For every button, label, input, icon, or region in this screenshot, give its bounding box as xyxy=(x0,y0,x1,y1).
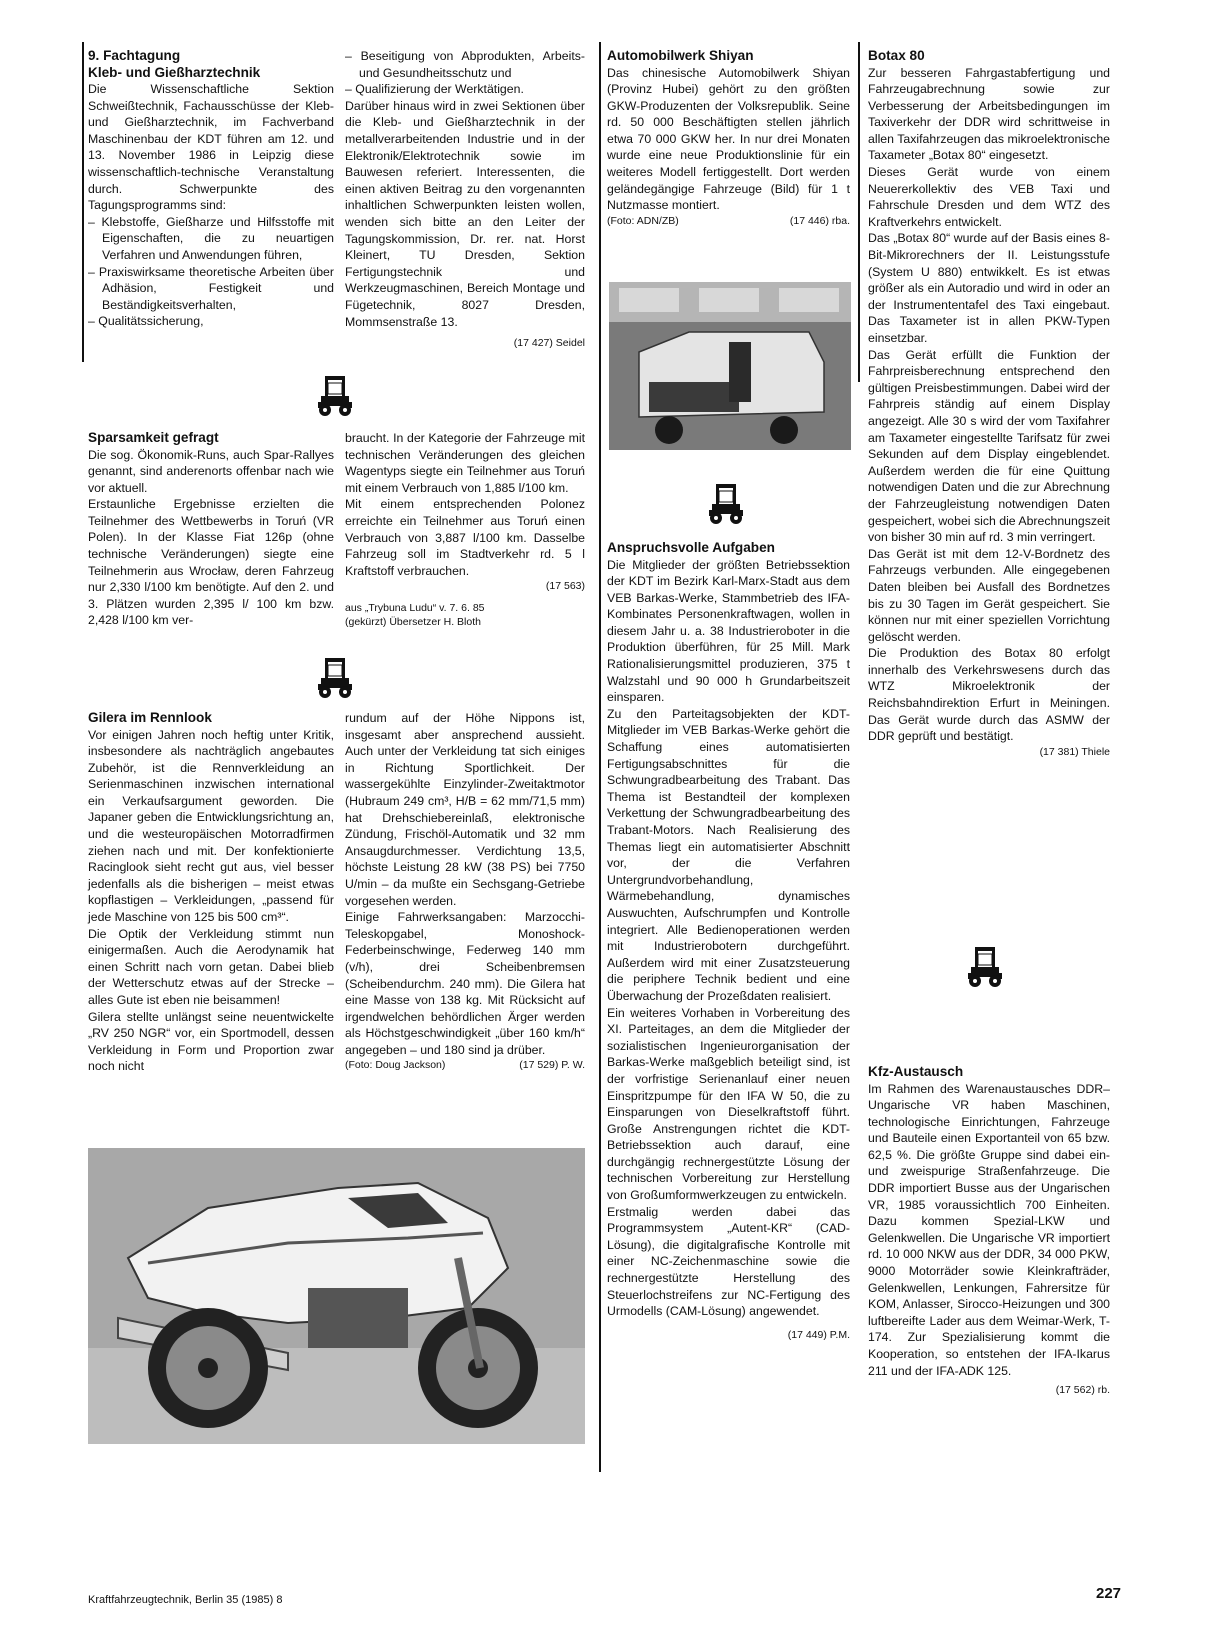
article-heading: 9. Fachtagung Kleb- und Gießharztechnik xyxy=(88,48,261,80)
article-sparsamkeit-col2 xyxy=(345,430,585,629)
topic-list xyxy=(345,48,585,98)
article-reference: (17 449) P.M. xyxy=(787,1328,850,1341)
article-heading: Kfz-Austausch xyxy=(868,1064,964,1079)
article-paragraph: Darüber hinaus wird in zwei Sektionen über die Kleb- und Gießharztechnik in der metallverarbeitenden Industrie und in der Elektronik/Elektrotechnik sowie im Bauwesen referiert. Interessenten, die einen aktiven Beitrag zu den vorgenannten inhaltlichen Schwerpunkten leisten wollen, wenden sich bitte an den Leiter der Tagungskommission, Dr. rer. nat. Horst Kleinert, TU Dresden, Sektion Fertigungstechnik und Werkzeugmaschinen, Bereich Montage und Fügetechnik, 8027 Dresden, Mommsenstraße 13. xyxy=(345,98,585,329)
article-heading: Automobilwerk Shiyan xyxy=(607,48,754,63)
article-reference: (17 446) rba. xyxy=(789,214,850,227)
article-shiyan xyxy=(607,48,850,228)
article-paragraph: Einige Fahrwerksangaben: Marzocchi-Teleskopgabel, Monoshock-Federbeinschwinge, Federweg 140 mm (v/h), drei Scheibenbremsen (Scheibendurchm. 240 mm). Die Gilera hat eine Masse von 138 kg. Mit Rücksicht auf irgendwelchen behördlichen Ärger werden als Höchstgeschwindigkeit „über 160 km/h“ angegeben – und 180 sind ja drüber. xyxy=(345,910,585,1057)
motorcycle-photo xyxy=(88,1148,585,1444)
article-paragraph: Ein weiteres Vorhaben in Vorbereitung des XI. Parteitages, an dem die Mitglieder der sozialistischen Ingenieurorganisation der Barkas-Werke maßgeblich beteiligt sind, ist der vorfristige Serienanlauf einer neuen Einspritzpumpe für den IFA W 50, die zu Einsparungen von Dieselkraftstoff führt. Große Anstrengungen richtet die KDT-Betriebssektion auch darauf, eine durchgängig rechnergestützte Lösung der technischen Vorbereitung zur Herstellung von Großumformwerkzeugen zu entwickeln. xyxy=(607,1005,850,1203)
article-paragraph: Das Gerät erfüllt die Funktion der Fahrpreisberechnung entsprechend den gültigen Preisbestimmungen. Dabei wird der Fahrpreis ständig auf einem Display angezeigt. Alle 30 s wird der vom Taxifahrer am Taxameter eingestellte Tarifsatz für zwei Sekunden auf dem Display eingeblendet. Außerdem werden die für eine Quittung notwendigen Daten und die zur Abrechnung der Fahrzeugleistung notwendigen Daten gespeichert, wobei sich die Abrechnungszeit von bisher 30 min auf rd. 3 min verringert. xyxy=(868,347,1110,545)
vintage-car-icon xyxy=(316,374,354,418)
vintage-car-icon xyxy=(707,482,745,526)
article-fachtagung-col1 xyxy=(88,48,334,330)
column-rule-center xyxy=(599,42,601,1472)
list-item: – Qualitätssicherung, xyxy=(88,313,334,330)
article-heading: Anspruchsvolle Aufgaben xyxy=(607,540,775,555)
column-rule-left xyxy=(82,42,84,362)
article-fachtagung-col2 xyxy=(345,48,585,350)
article-heading: Gilera im Rennlook xyxy=(88,710,212,725)
article-paragraph: Die sog. Ökonomik-Runs, auch Spar-Rallyes genannt, sind anderenorts offenbar nach wie vor aktuell. xyxy=(88,447,334,495)
article-paragraph: Zur besseren Fahrgastabfertigung und Fahrzeugabrechnung sowie zur Verbesserung der Arbeitsbedingungen im Taxiverkehr der DDR wird schrittweise in allen Taxifahrzeugen das mikroelektronische Taxameter „Botax 80“ eingesetzt. xyxy=(868,65,1110,163)
article-anspruchsvolle xyxy=(607,540,850,1342)
list-item: – Praxiswirksame theoretische Arbeiten über Adhäsion, Festigkeit und Beständigkeitsverhalten, xyxy=(88,264,334,314)
article-paragraph: Die Optik der Verkleidung stimmt nun einigermaßen. Auch die Aerodynamik hat einen Schritt nach vorn getan. Dabei blieb der Wetterschutz etwas auf der Strecke – alles Gute ist eben nie beisammen! xyxy=(88,926,334,1007)
article-botax xyxy=(868,48,1110,759)
photo-credit: (Foto: ADN/ZB) xyxy=(607,214,679,227)
article-heading: Sparsamkeit gefragt xyxy=(88,430,219,445)
motorcycle-illustration xyxy=(88,1148,585,1444)
article-paragraph: Vor einigen Jahren noch heftig unter Kritik, insbesondere als nachträglich angebautes Zubehör, ist die Rennverkleidung an Serienmaschinen inzwischen international ein Verkaufsargument geworden. Die Japaner geben die Entwicklungsrichtung an, und die westeuropäischen Motorradfirmen ziehen nach und mit. Der konfektionierte Racinglook sieht recht gut aus, viel besser jedenfalls als die bisherigen – meist etwas kopflastigen – Verkleidungen, „passend für jede Maschine von 125 bis 500 cm³“. xyxy=(88,727,334,925)
article-paragraph: Das Gerät ist mit dem 12-V-Bordnetz des Fahrzeugs verbunden. Alle eingegebenen Daten bleiben bei Ausfall des Bordnetzes bis zu 30 Tagen im Gerät gespeichert. Sie können nur mit einer speziellen Vorrichtung gelöscht werden. xyxy=(868,546,1110,644)
article-paragraph: Im Rahmen des Warenaustausches DDR–Ungarische VR haben Maschinen, technologische Einrichtungen, Fahrzeuge und Bauteile einen Exportanteil von 65 bzw. 62,5 %. Die größte Gruppe sind dabei ein- und zweispurige Straßenfahrzeuge. Die DDR importiert Busse aus der Ungarischen VR, 1985 voraussichtlich 700 Einheiten. Dazu kommen Spezial-LKW und Gelenkwellen. Die Ungarische VR importiert rd. 10 000 NKW aus der DDR, 34 000 PKW, 9000 Motorräder sowie Kleinkrafträder, Gelenkwellen, Lenkungen, Fahrersitze für KOM, Anlasser, Sirocco-Heizungen und 300 luftbereifte Lader aus dem Weimar-Werk, T-174. Zur Spezialisierung kommt die Kooperation, so entstehen der IFA-Ikarus 211 und der IFA-ADK 125. xyxy=(868,1081,1110,1378)
article-paragraph: Das „Botax 80“ wurde auf der Basis eines 8-Bit-Mikrorechners der II. Leistungsstufe (System U 880) entwikkelt. Es ist etwas größer als ein Autoradio und wird in oder an der Instrumententafel des Taxi eingebaut. Das Taxameter ist in allen PKW-Typen einsetzbar. xyxy=(868,231,1110,345)
list-item: – Beseitigung von Abprodukten, Arbeits- und Gesundheitsschutz und xyxy=(345,48,585,81)
article-reference: (17 529) P. W. xyxy=(519,1059,585,1072)
vintage-car-icon xyxy=(966,945,1004,989)
topic-list xyxy=(88,214,334,330)
article-paragraph: Mit einem entsprechenden Polonez erreichte ein Teilnehmer aus Toruń einen Verbrauch von 3,887 l/100 km. Dasselbe Fahrzeug soll im Stadtverkehr rd. 5 l Kraftstoff verbrauchen. xyxy=(345,497,585,578)
article-heading: Botax 80 xyxy=(868,48,925,63)
list-item: – Klebstoffe, Gießharze und Hilfsstoffe mit Eigenschaften, die zu neuartigen Verfahren und Anwendungen führen, xyxy=(88,214,334,264)
article-gilera-col2 xyxy=(345,710,585,1072)
article-paragraph: Dieses Gerät wurde von einem Neuererkollektiv des VEB Taxi und Fahrschule Dresden und dem WTZ des Kraftverkehrs entwickelt. xyxy=(868,165,1110,229)
list-item: – Qualifizierung der Werktätigen. xyxy=(345,81,585,98)
vintage-car-icon xyxy=(316,656,354,700)
page-number: 227 xyxy=(1096,1585,1122,1602)
article-paragraph: Erstaunliche Ergebnisse erzielten die Teilnehmer des Wettbewerbs in Toruń (VR Polen). In der Klasse Fiat 126p (ohne technische Veränderungen) siegte eine Teilnehmerin aus Wrocław, deren Fahrzeug nur 2,330 l/100 km benötigte. Auf den 2. und 3. Plätzen wurden 2,395 l/ 100 km bzw. 2,428 l/100 km ver- xyxy=(88,497,334,628)
article-paragraph: Die Wissenschaftliche Sektion Schweißtechnik, Fachausschüsse der Kleb- und Gießharztechnik, im Fachverband Maschinenbau der KDT führen am 12. und 13. November 1986 in Leipzig diese wissenschaftlich-technische Veranstaltung durch. Schwerpunkte des Tagungsprogramms sind: xyxy=(88,82,334,213)
article-paragraph: Die Produktion des Botax 80 erfolgt innerhalb des Verkehrswesens durch das WTZ Mikroelektronik der Reichsbahndirektion Erfurt in Meiningen. Das Gerät wurde durch das ASMW der DDR geprüft und bestätigt. xyxy=(868,646,1110,744)
source-note: aus „Trybuna Ludu“ v. 7. 6. 85 (gekürzt) Übersetzer H. Bloth xyxy=(345,602,485,629)
article-reference: (17 427) Seidel xyxy=(513,337,585,350)
article-reference: (17 381) Thiele xyxy=(1039,745,1110,758)
truck-assembly-photo xyxy=(609,282,851,450)
photo-caption xyxy=(607,214,850,228)
article-paragraph: Zu den Parteitagsobjekten der KDT-Mitglieder im VEB Barkas-Werke gehört die Schaffung eines automatisierten Fertigungsabschnittes für die Schwungradbearbeitung des Trabant. Das Thema ist Bestandteil der komplexen Verkettung der Schwungradbearbeitung des Trabant-Motors. Nach Realisierung des Themas liegt ein automatisierter Abschnitt vor, der die Verfahren Untergrundvorbehandlung, Wärmebehandlung, dynamisches Auswuchten, Aufschrumpfen und Kontrolle integriert. Alle Bedienoperationen werden mit Industrierobotern durchgeführt. Außerdem wird mit einer Zusatzsteuerung die periphere Technik bedient und eine Überwachung der Prozeßdaten realisiert. xyxy=(607,706,850,1003)
article-paragraph: rundum auf der Höhe Nippons ist, insgesamt aber ansprechend aussieht. Auch unter der Verkleidung tat sich einiges in Richtung Sportlichkeit. Der wassergekühlte Einzylinder-Zweitaktmotor (Hubraum 249 cm³, H/B = 62 mm/71,5 mm) hat Drehschiebereinlaß, elektronische Zündung, Frischöl-Automatik und 32 mm Ansaugdurchmesser. Verdichtung 13,5, höchste Leistung 28 kW (38 PS) bei 7750 U/min – da mußte ein Sechsgang-Getriebe vorgesehen werden. xyxy=(345,711,585,908)
photo-credit: (Foto: Doug Jackson) xyxy=(345,1059,446,1072)
column-rule-right xyxy=(858,42,860,382)
photo-caption xyxy=(345,1058,585,1072)
article-paragraph: Das chinesische Automobilwerk Shiyan (Provinz Hubei) gehört zu den größten GKW-Produzenten der Volksrepublik. Seine rd. 50 000 Beschäftigten stellen jährlich etwa 70 000 GKW her. In nur drei Monaten wurde eine neue Produktionslinie für ein weiteres Modell fertiggestellt. Dort werden geländegängige Fahrzeuge (Bild) für 1 t Nutzmasse montiert. xyxy=(607,65,850,213)
article-paragraph: braucht. In der Kategorie der Fahrzeuge mit technischen Veränderungen des gleichen Wagentyps siegte ein Teilnehmer aus Toruń mit einem Verbrauch von 1,885 l/100 km. xyxy=(345,431,585,495)
article-reference: (17 562) rb. xyxy=(1055,1384,1110,1397)
article-paragraph: Erstmalig werden dabei das Programmsystem „Autent-KR“ (CAD-Lösung), die digitalgrafische Kontrolle mit einer NC-Zeichenmaschine sowie die rechnergestützte Herstellung des Steuerlochstreifens zur NC-Fertigung des Urmodells (CAM-Lösung) angewendet. xyxy=(607,1204,850,1319)
article-paragraph: Gilera stellte unlängst seine neuentwickelte „RV 250 NGR“ vor, ein Sportmodell, dessen Verkleidung in Form und Proportion zwar noch nicht xyxy=(88,1009,334,1074)
footer-journal: Kraftfahrzeugtechnik, Berlin 35 (1985) 8 xyxy=(88,1594,283,1606)
article-paragraph: Die Mitglieder der größten Betriebssektion der KDT im Bezirk Karl-Marx-Stadt aus dem VEB Barkas-Werke, Stammbetrieb des IFA-Kombinates Personenkraftwagen, wollen in diesem Jahr u. a. 38 Industrieroboter in die Produktion überführen, für 25 Mill. Mark Rationalisierungsmittel produzieren, 375 t Walzstahl und 90 000 h Grundarbeitszeit einsparen. xyxy=(607,557,850,705)
truck-illustration xyxy=(609,282,851,450)
article-sparsamkeit-col1 xyxy=(88,430,334,629)
article-gilera-col1 xyxy=(88,710,334,1075)
article-reference: (17 563) xyxy=(545,580,585,593)
article-kfz xyxy=(868,1064,1110,1397)
